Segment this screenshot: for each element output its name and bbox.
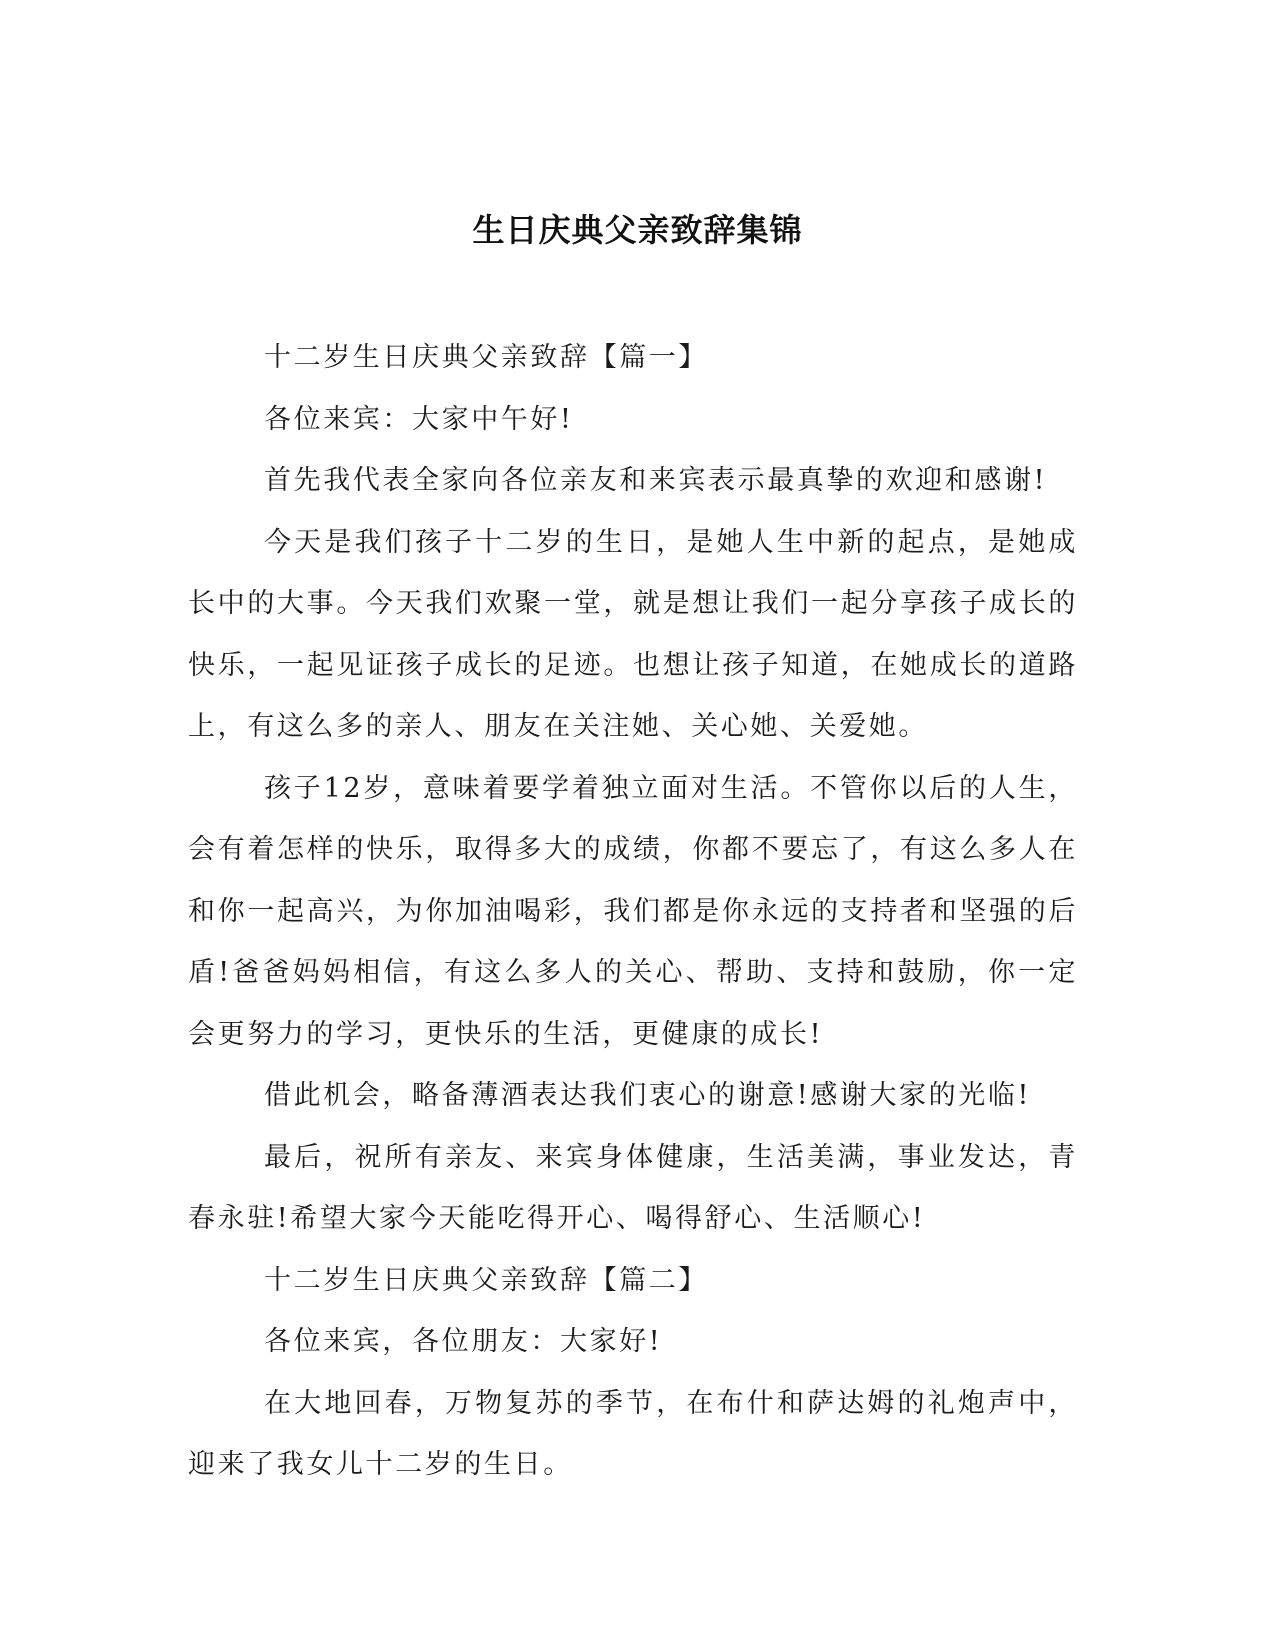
section-heading-1: 十二岁生日庆典父亲致辞【篇一】 xyxy=(264,342,708,373)
closing-paragraph: 最后，祝所有亲友、来宾身体健康，生活美满，事业发达，青春永驻!希望大家今天能吃得开心、喝得舒心、生活顺心! xyxy=(188,1141,1078,1234)
thanks-paragraph: 借此机会，略备薄酒表达我们衷心的谢意!感谢大家的光临! xyxy=(264,1080,1031,1111)
section-heading-2: 十二岁生日庆典父亲致辞【篇二】 xyxy=(264,1264,708,1296)
greeting-paragraph-2: 各位来宾，各位朋友：大家好! xyxy=(264,1326,663,1357)
document-body xyxy=(188,327,1078,1496)
body-paragraph: 在大地回春，万物复苏的季节，在布什和萨达姆的礼炮声中，迎来了我女儿十二岁的生日。 xyxy=(188,1387,1078,1480)
body-paragraph: 今天是我们孩子十二岁的生日，是她人生中新的起点，是她成长中的大事。今天我们欢聚一堂，就是想让我们一起分享孩子成长的快乐，一起见证孩子成长的足迹。也想让孩子知道，在她成长的道路上，有这么多的亲人、朋友在关注她、关心她、关爱她。 xyxy=(188,526,1078,742)
body-paragraph: 孩子12岁，意味着要学着独立面对生活。不管你以后的人生，会有着怎样的快乐，取得多大的成绩，你都不要忘了，有这么多人在和你一起高兴，为你加油喝彩，我们都是你永远的支持者和坚强的后盾!爸爸妈妈相信，有这么多人的关心、帮助、支持和鼓励，你一定会更努力的学习，更快乐的生活，更健康的成长! xyxy=(188,772,1078,1050)
welcome-paragraph: 首先我代表全家向各位亲友和来宾表示最真挚的欢迎和感谢! xyxy=(264,465,1048,496)
greeting-paragraph-1: 各位来宾：大家中午好! xyxy=(264,403,574,435)
document-title: 生日庆典父亲致辞集锦 xyxy=(472,211,803,249)
